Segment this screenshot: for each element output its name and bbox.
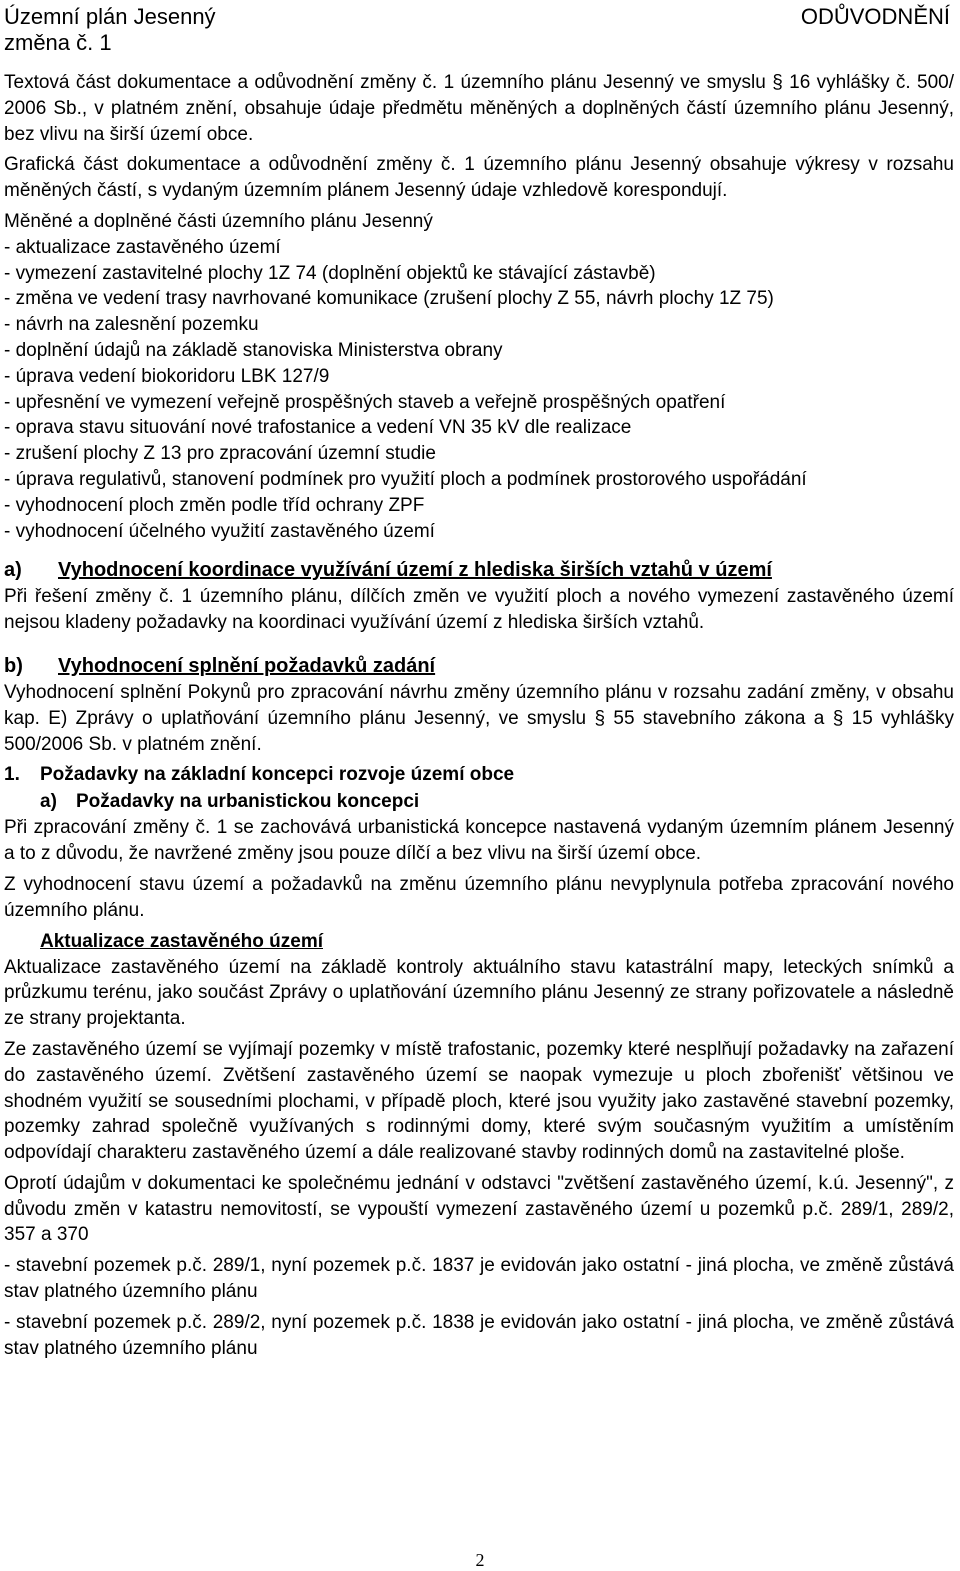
aktualizace-title: Aktualizace zastavěného území xyxy=(40,930,323,952)
section-1a-letter: a) xyxy=(40,791,57,813)
changes-list xyxy=(4,209,954,544)
section-1-paragraph-1: Při zpracování změny č. 1 se zachovává urbanistická koncepce nastavená vydaným územním plánem Jesenný a to z důvodu, že navržené změny jsou pouze dílčí a bez vlivu na širší území obce. xyxy=(4,817,954,865)
list-item: - návrh na zalesnění pozemku xyxy=(4,314,259,336)
list-item: - upřesnění ve vymezení veřejně prospěšných staveb a veřejně prospěšných opatření xyxy=(4,391,726,413)
list-item: - vymezení zastavitelné plochy 1Z 74 (doplnění objektů ke stávající zástavbě) xyxy=(4,262,656,284)
list-item: - oprava stavu situování nové trafostanice a vedení VN 35 kV dle realizace xyxy=(4,417,632,439)
section-a-text: Při řešení změny č. 1 územního plánu, dílčích změn ve využití ploch a nového vymezení zastavěného území nejsou kladeny požadavky na koordinaci využívání území z hlediska širších vztahů. xyxy=(4,586,954,634)
list-item: - zrušení plochy Z 13 pro zpracování územní studie xyxy=(4,443,436,465)
section-b-title: Vyhodnocení splnění požadavků zadání xyxy=(58,654,436,677)
page-number: 2 xyxy=(475,1550,485,1570)
list-item: - úprava vedení biokoridoru LBK 127/9 xyxy=(4,365,330,387)
list-item: - úprava regulativů, stanovení podmínek pro využití ploch a podmínek prostorového uspořádání xyxy=(4,468,807,490)
document-body xyxy=(4,70,954,1361)
aktualizace-paragraph-4: - stavební pozemek p.č. 289/1, nyní pozemek p.č. 1837 je evidován jako ostatní - jiná plocha, ve změně zůstává stav platného územního plánu xyxy=(4,1255,954,1303)
section-1-title: Požadavky na základní koncepci rozvoje území obce xyxy=(40,764,515,786)
list-item: - doplnění údajů na základě stanoviska Ministerstva obrany xyxy=(4,339,503,361)
section-1-number: 1. xyxy=(4,764,20,786)
section-1-paragraph-2: Z vyhodnocení stavu území a požadavků na změnu územního plánu nevyplynula potřeba zpracování nového územního plánu. xyxy=(4,873,954,921)
header-plan-name: Územní plán Jesenný xyxy=(4,4,216,29)
list-item: - vyhodnocení účelného využití zastavěného území xyxy=(4,520,435,542)
section-a-heading xyxy=(4,556,954,584)
section-b-letter: b) xyxy=(4,654,23,677)
list-item: - vyhodnocení ploch změn podle tříd ochrany ZPF xyxy=(4,494,425,516)
section-1-heading xyxy=(4,761,954,788)
header-section-label: ODŮVODNĚNÍ xyxy=(800,4,950,29)
changes-list-title: Měněné a doplněné části územního plánu Jesenný xyxy=(4,210,433,232)
section-1a-heading xyxy=(4,788,954,815)
section-1a-title: Požadavky na urbanistickou koncepci xyxy=(76,791,420,813)
aktualizace-paragraph-2: Ze zastavěného území se vyjímají pozemky v místě trafostanic, pozemky které nesplňují požadavky na zařazení do zastavěného území. Zvětšení zastavěného území se naopak vymezuje u ploch zbořenišť většinou ve shodném využití se sousedními plochami, v případě ploch, které jsou využity jako zastavěné stavební pozemky, pozemky zahrad společně využívaných s rodinnými domy, které svým současným využitím a umístěním odpovídají charakteru zastavěného území a dále realizované stavby rodinných domů na zastavitelné ploše. xyxy=(4,1038,954,1164)
list-item: - aktualizace zastavěného území xyxy=(4,236,281,258)
section-b-heading xyxy=(4,652,954,680)
section-a-title: Vyhodnocení koordinace využívání území z hlediska širších vztahů v území xyxy=(58,559,772,582)
section-b-text: Vyhodnocení splnění Pokynů pro zpracování návrhu změny územního plánu v rozsahu zadání změny, v obsahu kap. E) Zprávy o uplatňování územního plánu Jesenný, ve smyslu § 55 stavebního zákona a § 15 vyhlášky 500/2006 Sb. v platném znění. xyxy=(4,681,954,755)
aktualizace-paragraph-1: Aktualizace zastavěného území na základě kontroly aktuálního stavu katastrální mapy, leteckých snímků a průzkumu terénu, jako součást Zprávy o uplatňování územního plánu Jesenný ze strany pořizovatele a následně ze strany projektanta. xyxy=(4,956,954,1030)
header-left xyxy=(4,4,216,56)
section-a-letter: a) xyxy=(4,559,22,582)
intro-paragraph-graphic: Grafická část dokumentace a odůvodnění změny č. 1 územního plánu Jesenný obsahuje výkresy v rozsahu měněných částí, s vydaným územním plánem Jesenný údaje vzhledově korespondují. xyxy=(4,154,954,202)
aktualizace-heading xyxy=(4,928,954,955)
aktualizace-paragraph-5: - stavební pozemek p.č. 289/2, nyní pozemek p.č. 1838 je evidován jako ostatní - jiná plocha, ve změně zůstává stav platného územního plánu xyxy=(4,1311,954,1359)
header-change-number: změna č. 1 xyxy=(4,30,112,55)
aktualizace-paragraph-3: Oprotí údajům v dokumentaci ke společnému jednání v odstavci "zvětšení zastavěného území, k.ú. Jesenný", z důvodu změn v katastru nemovitostí, se vypouští vymezení zastavěného území u pozemků p.č. 289/1, 289/2, 357 a 370 xyxy=(4,1172,954,1246)
page-header xyxy=(4,4,954,56)
intro-paragraph-text: Textová část dokumentace a odůvodnění změny č. 1 územního plánu Jesenný ve smyslu § 16 vyhlášky č. 500/ 2006 Sb., v platném znění, obsahuje údaje předmětu měněných a doplněných částí územního plánu Jesenný, bez vlivu na širší území obce. xyxy=(4,72,954,145)
list-item: - změna ve vedení trasy navrhované komunikace (zrušení plochy Z 55, návrh plochy 1Z 75) xyxy=(4,288,774,310)
